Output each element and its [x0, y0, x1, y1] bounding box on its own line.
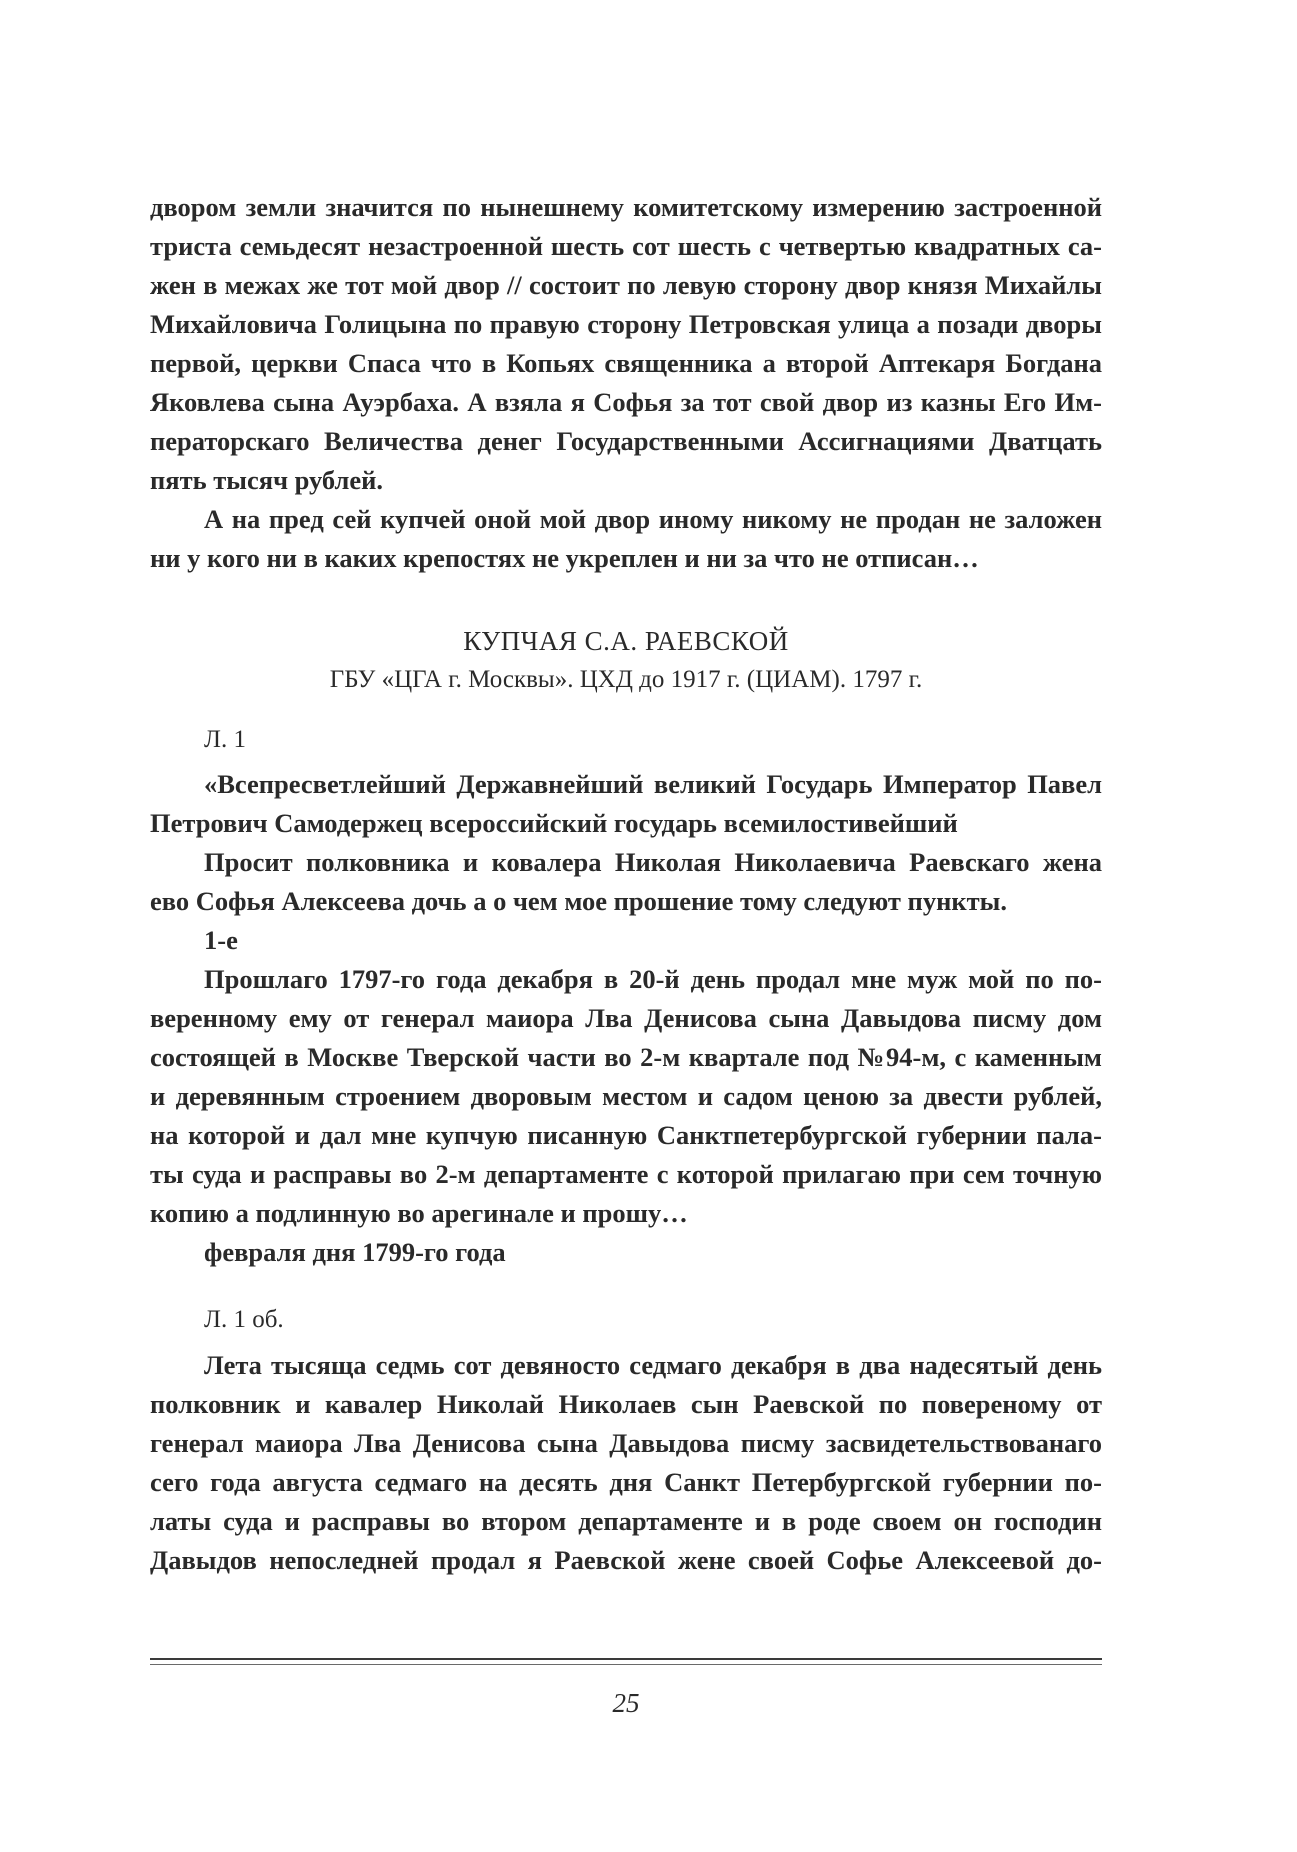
text-line: Михайловича Голицына по правую сторону Петровская улица а позади дворы: [150, 309, 1102, 339]
text-line: ператорскаго Величества денег Государственными Ассигнациями Дватцать: [150, 426, 1102, 456]
text-line: двором земли значится по нынешнему комитетскому измерению застроенной: [150, 192, 1102, 222]
text-line: А на пред сей купчей оной мой двор иному никому не продан не заложен: [204, 504, 1102, 534]
paragraph-deed: [150, 1346, 1102, 1580]
text-line: триста семьдесят незастроенной шесть сот шесть с четвертью квадратных са-: [150, 231, 1102, 261]
text-line: латы суда и расправы во втором департаменте и в роде своем он господин: [150, 1506, 1102, 1536]
paragraph-address: [150, 765, 1102, 843]
text-line: Петрович Самодержец всероссийский государь всемилостивейший: [150, 808, 958, 838]
sheet-marker: Л. 1: [204, 726, 246, 753]
sheet-marker: Л. 1 об.: [204, 1306, 284, 1333]
text-line: «Всепресветлейший Державнейший великий Государь Император Павел: [204, 769, 1102, 799]
text-line: генерал маиора Лва Денисова сына Давыдова писму засвидетельствованаго: [150, 1428, 1102, 1458]
text-line: полковник и кавалер Николай Николаев сын Раевской по повереному от: [150, 1389, 1102, 1419]
paragraph-sale: [150, 960, 1102, 1233]
text-line: Яковлева сына Ауэрбаха. А взяла я Софья за тот свой двор из казны Его Им-: [150, 387, 1102, 417]
page-number: 25: [612, 1688, 640, 1718]
text-line: и деревянным строением дворовым местом и садом ценою за двести рублей,: [150, 1081, 1102, 1111]
text-line: жен в межах же тот мой двор // состоит по левую сторону двор князя Михайлы: [150, 270, 1102, 300]
date-line: февраля дня 1799-го года: [204, 1237, 506, 1267]
text-line: ты суда и расправы во 2-м департаменте с которой прилагаю при сем точную: [150, 1159, 1102, 1189]
text-line: первой, церкви Спаса что в Копьях священника а второй Аптекаря Богдана: [150, 348, 1102, 378]
text-line: состоящей в Москве Тверской части во 2-м квартале под №94-м, с каменным: [150, 1042, 1102, 1072]
footer-rule: [150, 1658, 1102, 1660]
text-line: Просит полковника и ковалера Николая Николаевича Раевскаго жена: [204, 847, 1102, 877]
text-line: ево Софья Алексеева дочь а о чем мое прошение тому следуют пункты.: [150, 886, 1007, 916]
text-line: на которой и дал мне купчую писанную Санктпетербургской губернии пала-: [150, 1120, 1102, 1150]
text-line: ни у кого ни в каких крепостях не укреплен и ни за что не отписан…: [150, 543, 979, 573]
text-line: пять тысяч рублей.: [150, 465, 384, 495]
footer-rule-thin: [150, 1664, 1102, 1665]
section-subtitle: ГБУ «ЦГА г. Москвы». ЦХД до 1917 г. (ЦИАМ). 1797 г.: [329, 666, 923, 693]
text-line: Давыдов непоследней продал я Раевской жене своей Софье Алексеевой до-: [150, 1545, 1102, 1575]
text-line: Лета тысяща седмь сот девяносто седмаго декабря в два надесятый день: [204, 1350, 1102, 1380]
paragraph-petition: [150, 843, 1102, 921]
text-line: сего года августа седмаго на десять дня Санкт Петербургской губернии по-: [150, 1467, 1102, 1497]
section-title: КУПЧАЯ С.А. РАЕВСКОЙ: [463, 626, 789, 656]
paragraph-continuation: [150, 188, 1102, 500]
text-line: копию а подлинную во арегинале и прошу…: [150, 1198, 688, 1228]
text-line: веренному ему от генерал маиора Лва Денисова сына Давыдова писму дом: [150, 1003, 1102, 1033]
paragraph-not-sold: [150, 500, 1102, 578]
text-line: Прошлаго 1797-го года декабря в 20-й день продал мне муж мой по по-: [204, 964, 1102, 994]
item-number: 1-е: [204, 925, 238, 955]
